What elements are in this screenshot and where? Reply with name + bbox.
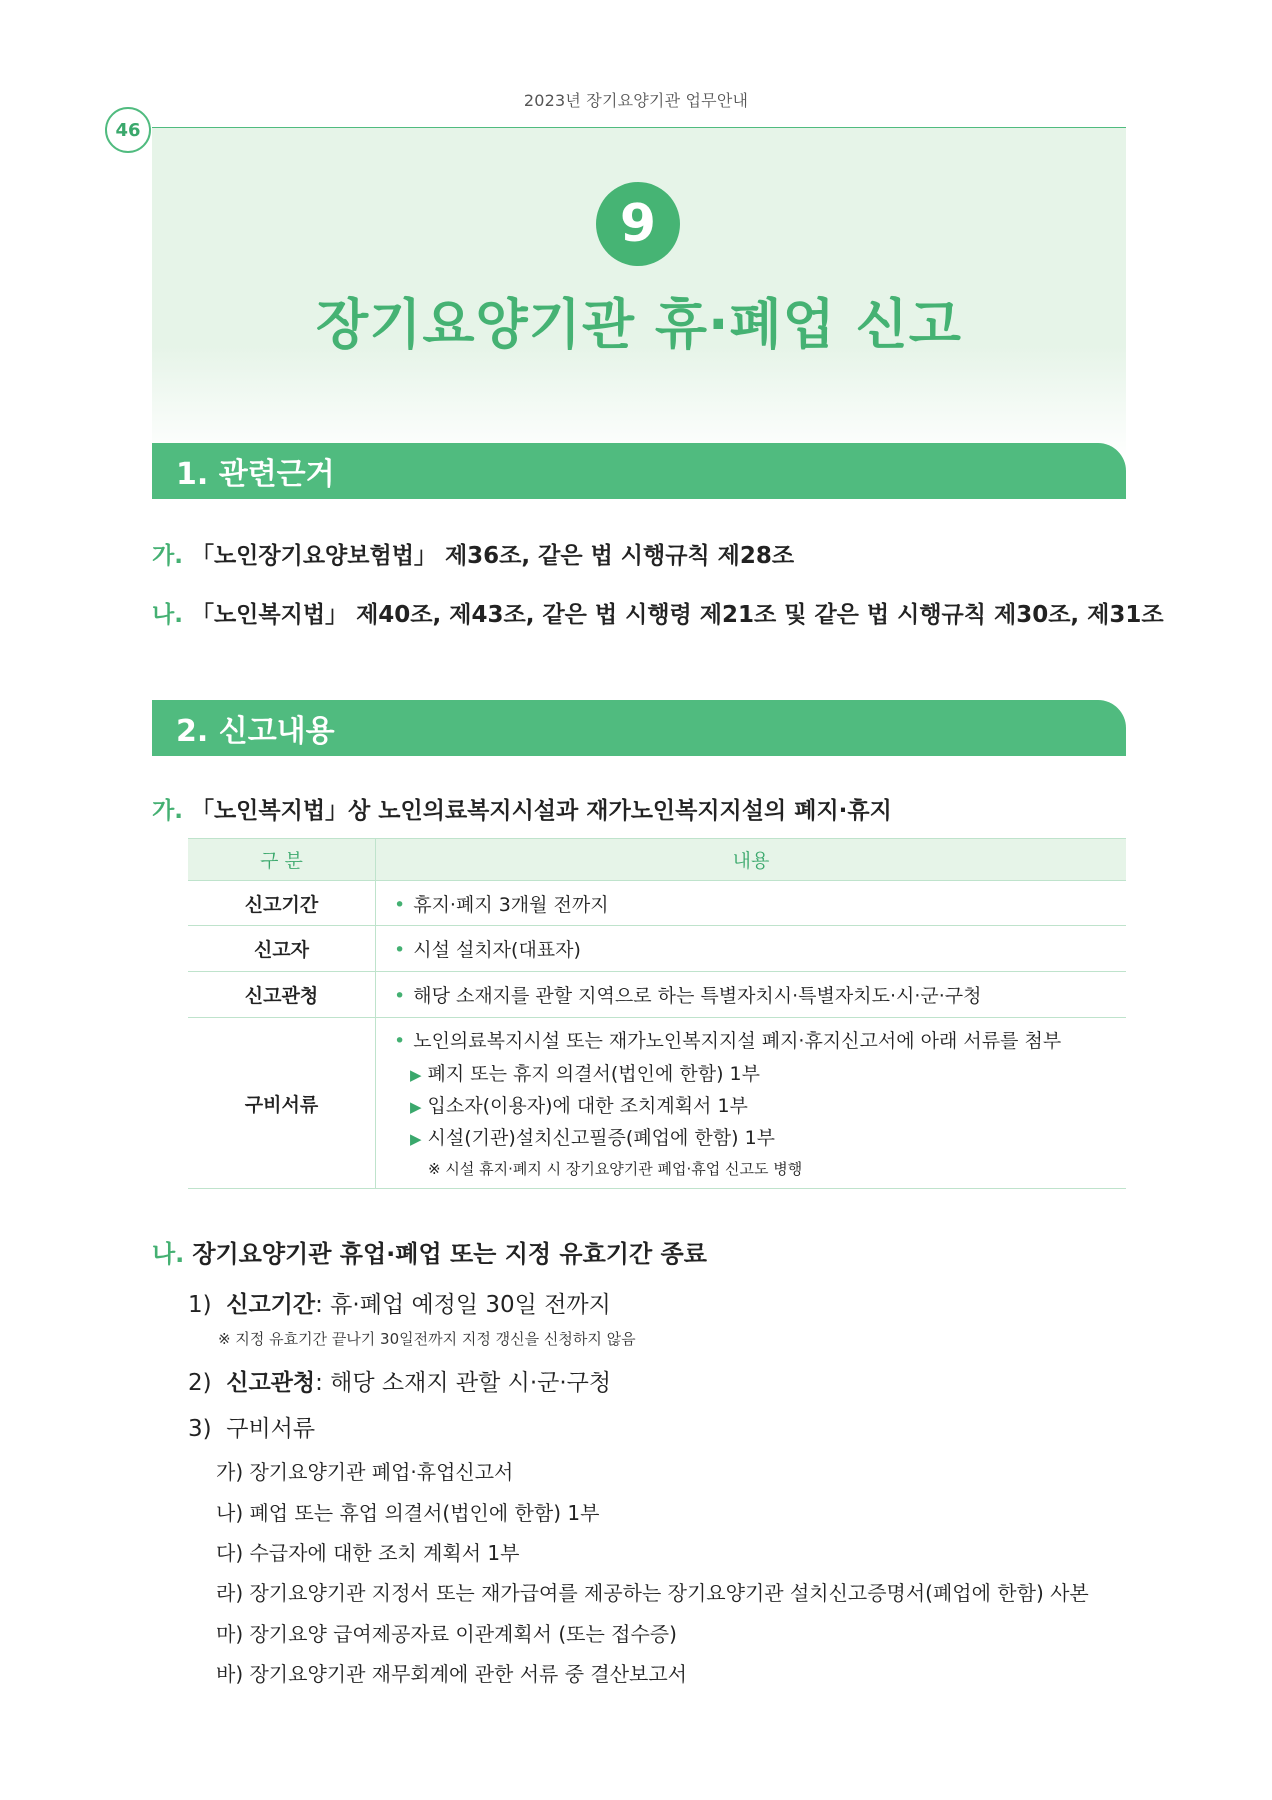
sub-item-text: 시설(기관)설치신고필증(폐업에 한함) 1부 [427, 1127, 776, 1149]
document-list-item: 다) 수급자에 대한 조치 계획서 1부 [216, 1541, 520, 1565]
numbered-item-1 [188, 1286, 611, 1319]
item-text: : 휴·폐업 예정일 30일 전까지 [315, 1292, 611, 1318]
bullet: • [394, 939, 406, 961]
row-label: 신고관청 [188, 972, 376, 1018]
document-list-item: 나) 폐업 또는 휴업 의결서(법인에 한함) 1부 [216, 1501, 600, 1525]
document-sub-item [394, 1059, 1126, 1091]
section-1-heading [152, 443, 1126, 499]
document-sub-item [394, 1091, 1126, 1123]
item-marker: 나. [152, 1240, 185, 1268]
item-text: 「노인장기요양보험법」 제36조, 같은 법 시행규칙 제28조 [190, 543, 795, 569]
row-content [376, 1018, 1127, 1189]
row-content [376, 881, 1127, 926]
section-2-title: 2. 신고내용 [176, 714, 335, 749]
row-content-text: 시설 설치자(대표자) [413, 939, 581, 961]
row-content [376, 972, 1127, 1018]
chapter-number-badge: 9 [596, 182, 680, 266]
bullet: • [394, 893, 406, 916]
table-row [188, 926, 1126, 972]
sub-item-text: 폐지 또는 휴지 의결서(법인에 한함) 1부 [427, 1063, 760, 1085]
numbered-item-2 [188, 1364, 611, 1397]
bullet: • [394, 1030, 406, 1052]
item-marker: 가. [152, 543, 183, 569]
item-text: 구비서류 [226, 1416, 316, 1442]
page-number: 46 [105, 107, 151, 153]
running-header: 2023년 장기요양기관 업무안내 [523, 91, 749, 110]
subsection-a-title: 「노인복지법」상 노인의료복지시설과 재가노인복지지설의 폐지·휴지 [190, 798, 892, 824]
section-1-title: 1. 관련근거 [176, 457, 335, 492]
chapter-title: 장기요양기관 휴·폐업 신고 [316, 293, 962, 356]
column-header-category: 구 분 [188, 839, 376, 881]
section-2-heading [152, 700, 1126, 756]
item-text: : 해당 소재지 관할 시·군·구청 [315, 1370, 612, 1396]
row-content-text: 해당 소재지를 관할 지역으로 하는 특별자치시·특별자치도·시·군·구청 [413, 985, 982, 1007]
triangle-bullet-icon: ▶ [410, 1098, 422, 1116]
legal-basis-item-b [152, 596, 1164, 629]
row-content-text: 휴지·폐지 3개월 전까지 [413, 893, 609, 916]
document-list-item: 마) 장기요양 급여제공자료 이관계획서 (또는 접수증) [216, 1622, 677, 1646]
legal-basis-item-a [152, 537, 794, 570]
bullet: • [394, 985, 406, 1007]
table-row [188, 1018, 1126, 1189]
subsection-a-heading [152, 792, 892, 825]
subsection-b-note: ※ 지정 유효기간 끝나기 30일전까지 지정 갱신을 신청하지 않음 [218, 1330, 636, 1348]
table-row [188, 881, 1126, 926]
report-details-table [188, 838, 1126, 1189]
triangle-bullet-icon: ▶ [410, 1130, 422, 1148]
document-list-item: 가) 장기요양기관 폐업·휴업신고서 [216, 1460, 514, 1484]
row-label: 신고기간 [188, 881, 376, 926]
row-label: 구비서류 [188, 1018, 376, 1189]
item-number: 1) [188, 1292, 212, 1318]
document-list-item: 바) 장기요양기관 재무회계에 관한 서류 중 결산보고서 [216, 1662, 687, 1686]
column-header-content: 내용 [376, 839, 1127, 881]
table-row [188, 972, 1126, 1018]
item-label: 신고관청 [226, 1370, 316, 1396]
item-number: 2) [188, 1370, 212, 1396]
numbered-item-3 [188, 1410, 315, 1443]
document-sub-item [394, 1123, 1126, 1155]
table-note: ※ 시설 휴지·폐지 시 장기요양기관 폐업·휴업 신고도 병행 [428, 1160, 803, 1178]
document-list-item: 라) 장기요양기관 지정서 또는 재가급여를 제공하는 장기요양기관 설치신고증명서(폐업에 한함) 사본 [216, 1581, 1089, 1605]
subsection-b-title: 장기요양기관 휴업·폐업 또는 지정 유효기간 종료 [192, 1240, 707, 1268]
item-number: 3) [188, 1416, 212, 1442]
item-marker: 가. [152, 798, 183, 824]
triangle-bullet-icon: ▶ [410, 1066, 422, 1084]
item-text: 「노인복지법」 제40조, 제43조, 같은 법 시행령 제21조 및 같은 법 시행규칙 제30조, 제31조 [190, 602, 1164, 628]
subsection-b-heading [152, 1234, 707, 1269]
table-header-row [188, 839, 1126, 881]
row-content [376, 926, 1127, 972]
sub-item-text: 입소자(이용자)에 대한 조치계획서 1부 [427, 1095, 748, 1117]
row-content-text: 노인의료복지시설 또는 재가노인복지지설 폐지·휴지신고서에 아래 서류를 첨부 [413, 1030, 1062, 1052]
item-label: 신고기간 [226, 1292, 316, 1318]
item-marker: 나. [152, 602, 183, 628]
row-label: 신고자 [188, 926, 376, 972]
documents-main-line [394, 1023, 1126, 1059]
